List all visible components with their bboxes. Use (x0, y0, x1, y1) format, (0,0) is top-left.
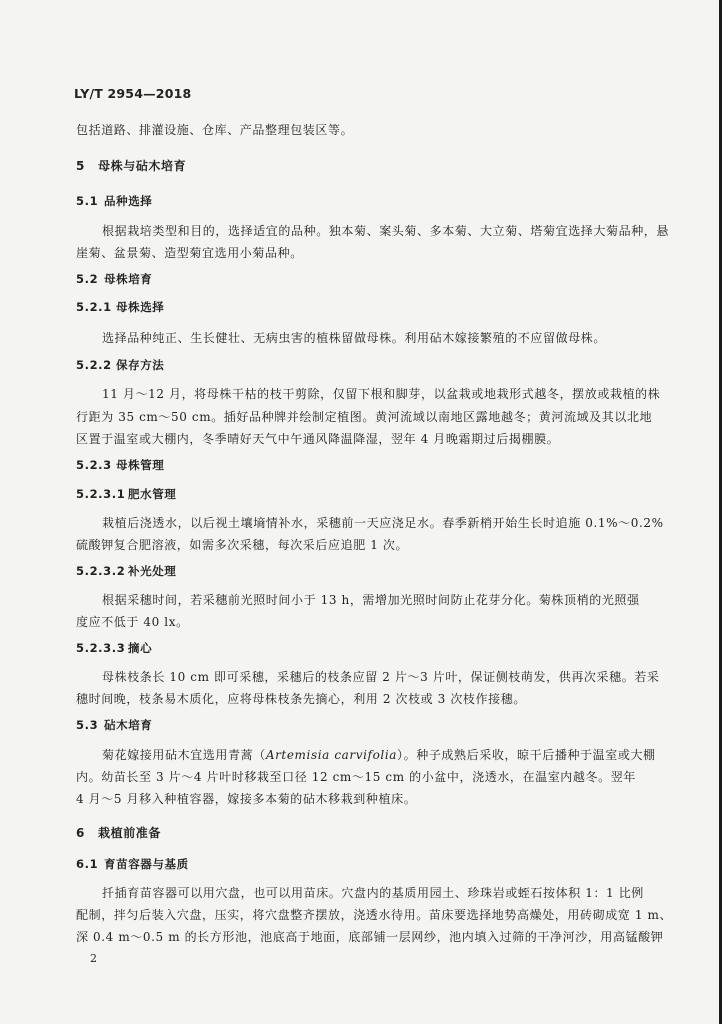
standard-code-header: LY/T 2954—2018 (74, 86, 192, 101)
section-number: 5.2.3 (76, 458, 112, 472)
section-title: 补光处理 (128, 564, 177, 578)
section-title: 摘心 (128, 641, 153, 655)
paragraph-line: 行距为 35 cm～50 cm。插好品种牌并绘制定植图。黄河流域以南地区露地越冬；黄河流域及其以北地 (76, 410, 653, 424)
paragraph-line: 穗时间晚，枝条易木质化，应将母株枝条先摘心，利用 2 次枝或 3 次枝作接穗。 (76, 692, 526, 706)
paragraph-line: 区置于温室或大棚内，冬季晴好天气中午通风降温降湿，翌年 4 月晚霜期过后揭棚膜。 (76, 432, 560, 446)
section-5-2-3-2-heading (76, 563, 176, 579)
section-number: 5.2 (76, 272, 99, 286)
intro-line: 包括道路、排灌设施、仓库、产品整理包装区等。 (76, 123, 354, 137)
paragraph-line: 栽植后浇透水，以后视土壤墒情补水，采穗前一天应浇足水。春季新梢开始生长时追施 0.1%～0.2% (102, 516, 664, 530)
section-5-3-heading (76, 717, 152, 733)
paragraph-line: 扦插育苗容器可以用穴盘，也可以用苗床。穴盘内的基质用园土、珍珠岩或蛭石按体积 1：1 比例 (102, 886, 644, 900)
paragraph-line: 选择品种纯正、生长健壮、无病虫害的植株留做母株。利用砧木嫁接繁殖的不应留做母株。 (102, 331, 607, 345)
section-6-1-heading (76, 856, 189, 872)
section-5-2-1-heading (76, 299, 164, 315)
section-title: 母株选择 (116, 300, 165, 314)
section-5-heading (76, 157, 186, 174)
section-number: 5 (76, 159, 85, 173)
text-run: 菊花嫁接用砧木宜选用青蒿（ (102, 748, 266, 762)
section-5-2-3-heading (76, 457, 164, 473)
section-number: 5.1 (76, 194, 99, 208)
section-6-heading (76, 824, 161, 841)
section-title: 母株管理 (116, 458, 165, 472)
paragraph-line: 度应不低于 40 lx。 (76, 615, 189, 629)
page-number: 2 (90, 952, 97, 965)
paragraph-line (102, 746, 656, 763)
section-5-1-heading (76, 193, 152, 209)
latin-name: Artemisia carvifolia (265, 748, 398, 762)
section-title: 母株与砧木培育 (98, 159, 187, 173)
section-title: 砧木培育 (104, 718, 153, 732)
paragraph-line: 崖菊、盆景菊、造型菊宜选用小菊品种。 (76, 246, 303, 260)
section-5-2-3-1-heading (76, 486, 176, 502)
section-number: 5.3 (76, 718, 99, 732)
paragraph-line: 11 月～12 月，将母株干枯的枝干剪除，仅留下根和脚芽，以盆栽或地栽形式越冬，摆放或栽植的株 (102, 387, 661, 401)
section-title: 栽植前准备 (98, 826, 162, 840)
section-title: 品种选择 (104, 194, 153, 208)
section-number: 5.2.3.3 (76, 641, 126, 655)
section-title: 母株培育 (104, 272, 153, 286)
paragraph-line: 4 月～5 月移入种植容器，嫁接多本菊的砧木移栽到种植床。 (76, 792, 417, 806)
section-title: 肥水管理 (128, 487, 177, 501)
section-title: 保存方法 (116, 358, 165, 372)
section-number: 5.2.1 (76, 300, 112, 314)
paragraph-line: 母株枝条长 10 cm 即可采穗，采穗后的枝条应留 2 片～3 片叶，保证侧枝萌发，供再次采穗。若采 (102, 670, 660, 684)
paragraph-line: 硫酸钾复合肥溶液，如需多次采穗，每次采后应追肥 1 次。 (76, 538, 409, 552)
section-number: 5.2.2 (76, 358, 112, 372)
paragraph-line: 深 0.4 m～0.5 m 的长方形池，池底高于地面，底部铺一层网纱，池内填入过筛的干净河沙，用高锰酸钾 (76, 930, 664, 944)
paragraph-line: 根据采穗时间，若采穗前光照时间小于 13 h，需增加光照时间防止花芽分化。菊株顶梢的光照强 (102, 593, 640, 607)
section-number: 6.1 (76, 857, 99, 871)
paragraph-line: 内。幼苗长至 3 片～4 片叶时移栽至口径 12 cm～15 cm 的小盆中，浇透水，在温室内越冬。翌年 (76, 770, 636, 784)
section-5-2-heading (76, 271, 152, 287)
section-title: 育苗容器与基质 (104, 857, 189, 871)
text-run: ）。种子成熟后采收，晾干后播种于温室或大棚 (397, 748, 656, 762)
section-number: 6 (76, 826, 85, 840)
section-5-2-3-3-heading (76, 640, 152, 656)
section-number: 5.2.3.1 (76, 487, 126, 501)
section-5-2-2-heading (76, 357, 164, 373)
paragraph-line: 配制，拌匀后装入穴盘，压实，将穴盘整齐摆放，浇透水待用。苗床要选择地势高燥处，用砖砌成宽 1 m、 (76, 908, 673, 922)
section-number: 5.2.3.2 (76, 564, 126, 578)
paragraph-line: 根据栽培类型和目的，选择适宜的品种。独本菊、案头菊、多本菊、大立菊、塔菊宜选择大菊品种，悬 (102, 224, 670, 238)
